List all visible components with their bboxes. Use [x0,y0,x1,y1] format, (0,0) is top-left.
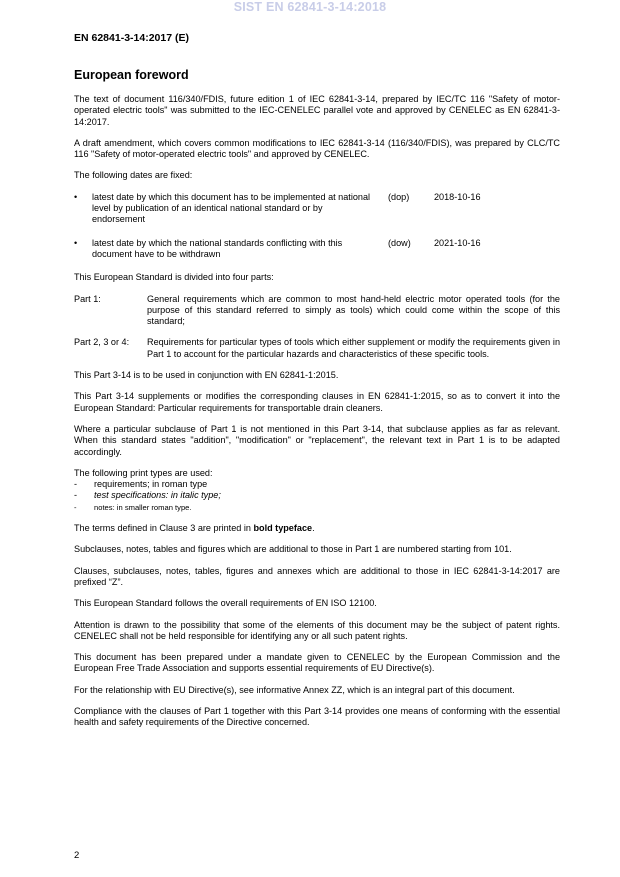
watermark: SIST EN 62841-3-14:2018 [233,0,387,14]
bullet-icon: • [74,191,78,202]
part-label: Part 1: [74,293,101,304]
print-types-list [74,468,560,513]
paragraph: This Part 3-14 is to be used in conjunction with EN 62841-1:2015. [74,370,339,381]
part-row [74,337,560,360]
paragraph: The following dates are fixed: [74,170,193,181]
terms-prefix: The terms defined in Clause 3 are printed in [74,523,254,534]
paragraph: This document has been prepared under a mandate given to CENELEC by the European Commission and the European Free Trade Association and supports essential requirements of EU Directive(s). [74,652,560,674]
paragraph: This European Standard follows the overall requirements of EN ISO 12100. [74,598,377,609]
dash-icon: - [74,490,78,501]
date-item-abbr: (dow) [388,237,411,248]
paragraph: This European Standard is divided into four parts: [74,272,274,283]
date-item-text: latest date by which the national standards conflicting with this document have to be withdrawn [92,237,343,259]
terms-paragraph [74,523,560,534]
print-type-text: test specifications: in italic type; [94,490,221,501]
paragraph: Clauses, subclauses, notes, tables, figures and annexes which are additional to those in IEC 62841-3-14:2017 are prefixed “Z”. [74,565,560,587]
terms-suffix: . [312,523,315,534]
print-types-intro: The following print types are used: [74,467,213,478]
date-item-abbr: (dop) [388,191,410,202]
print-type-item [74,490,560,501]
paragraph: This Part 3-14 supplements or modifies the corresponding clauses in EN 62841-1:2015, so as to convert it into the European Standard: Particular requirements for transportable drain cleaners. [74,391,560,413]
date-item-text: latest date by which this document has to be implemented at national level by publication of an identical national standard or by endorsement [92,191,371,225]
part-label: Part 2, 3 or 4: [74,337,130,348]
part-description: Requirements for particular types of tools which either supplement or modify the requirements given in Part 1 to account for the particular hazards and characteristics of these specific tools. [147,337,560,359]
part-row [74,294,560,328]
page-number: 2 [74,850,80,861]
date-item-dop [74,192,560,226]
paragraph: Where a particular subclause of Part 1 is not mentioned in this Part 3-14, that subclause applies as far as relevant. When this standard states "addition", "modification" or "replacement", the relevant text in Part 1 is to be adapted accordingly. [74,423,560,457]
print-type-text: notes: in smaller roman type. [94,502,192,512]
paragraph: The text of document 116/340/FDIS, future edition 1 of IEC 62841-3-14, prepared by IEC/TC 116 "Safety of motor-operated electric tools" was submitted to the IEC-CENELEC parallel vote and approved by CENELEC as EN 62841-3-14:2017. [74,94,560,127]
date-item-date: 2021-10-16 [434,237,481,248]
paragraph: For the relationship with EU Directive(s), see informative Annex ZZ, which is an integral part of this document. [74,684,515,695]
print-type-item [74,479,560,490]
print-type-item [74,502,560,513]
paragraph: Attention is drawn to the possibility that some of the elements of this document may be the subject of patent rights. CENELEC shall not be held responsible for identifying any or all such patent rights. [74,619,560,641]
bullet-icon: • [74,237,78,248]
dash-icon: - [74,502,77,512]
paragraph: Compliance with the clauses of Part 1 together with this Part 3-14 provides one means of conforming with the essential health and safety requirements of the Directive concerned. [74,705,560,728]
paragraph: Subclauses, notes, tables and figures which are additional to those in Part 1 are numbered starting from 101. [74,544,512,555]
print-type-text: requirements; in roman type [94,479,208,490]
body-content [74,94,560,739]
date-item-dow [74,238,560,261]
paragraph: A draft amendment, which covers common modifications to IEC 62841-3-14 (116/340/FDIS), was prepared by CLC/TC 116 "Safety of motor-operated electric tools" and approved by CENELEC. [74,137,560,160]
date-item-date: 2018-10-16 [434,191,481,202]
part-description: General requirements which are common to most hand-held electric motor operated tools (for the purpose of this standard referred to simply as tools) which could come within the scope of this standard; [147,293,560,327]
section-title: European foreword [74,68,189,82]
document-id: EN 62841-3-14:2017 (E) [74,32,189,44]
dash-icon: - [74,479,78,490]
terms-bold: bold typeface [253,523,313,534]
